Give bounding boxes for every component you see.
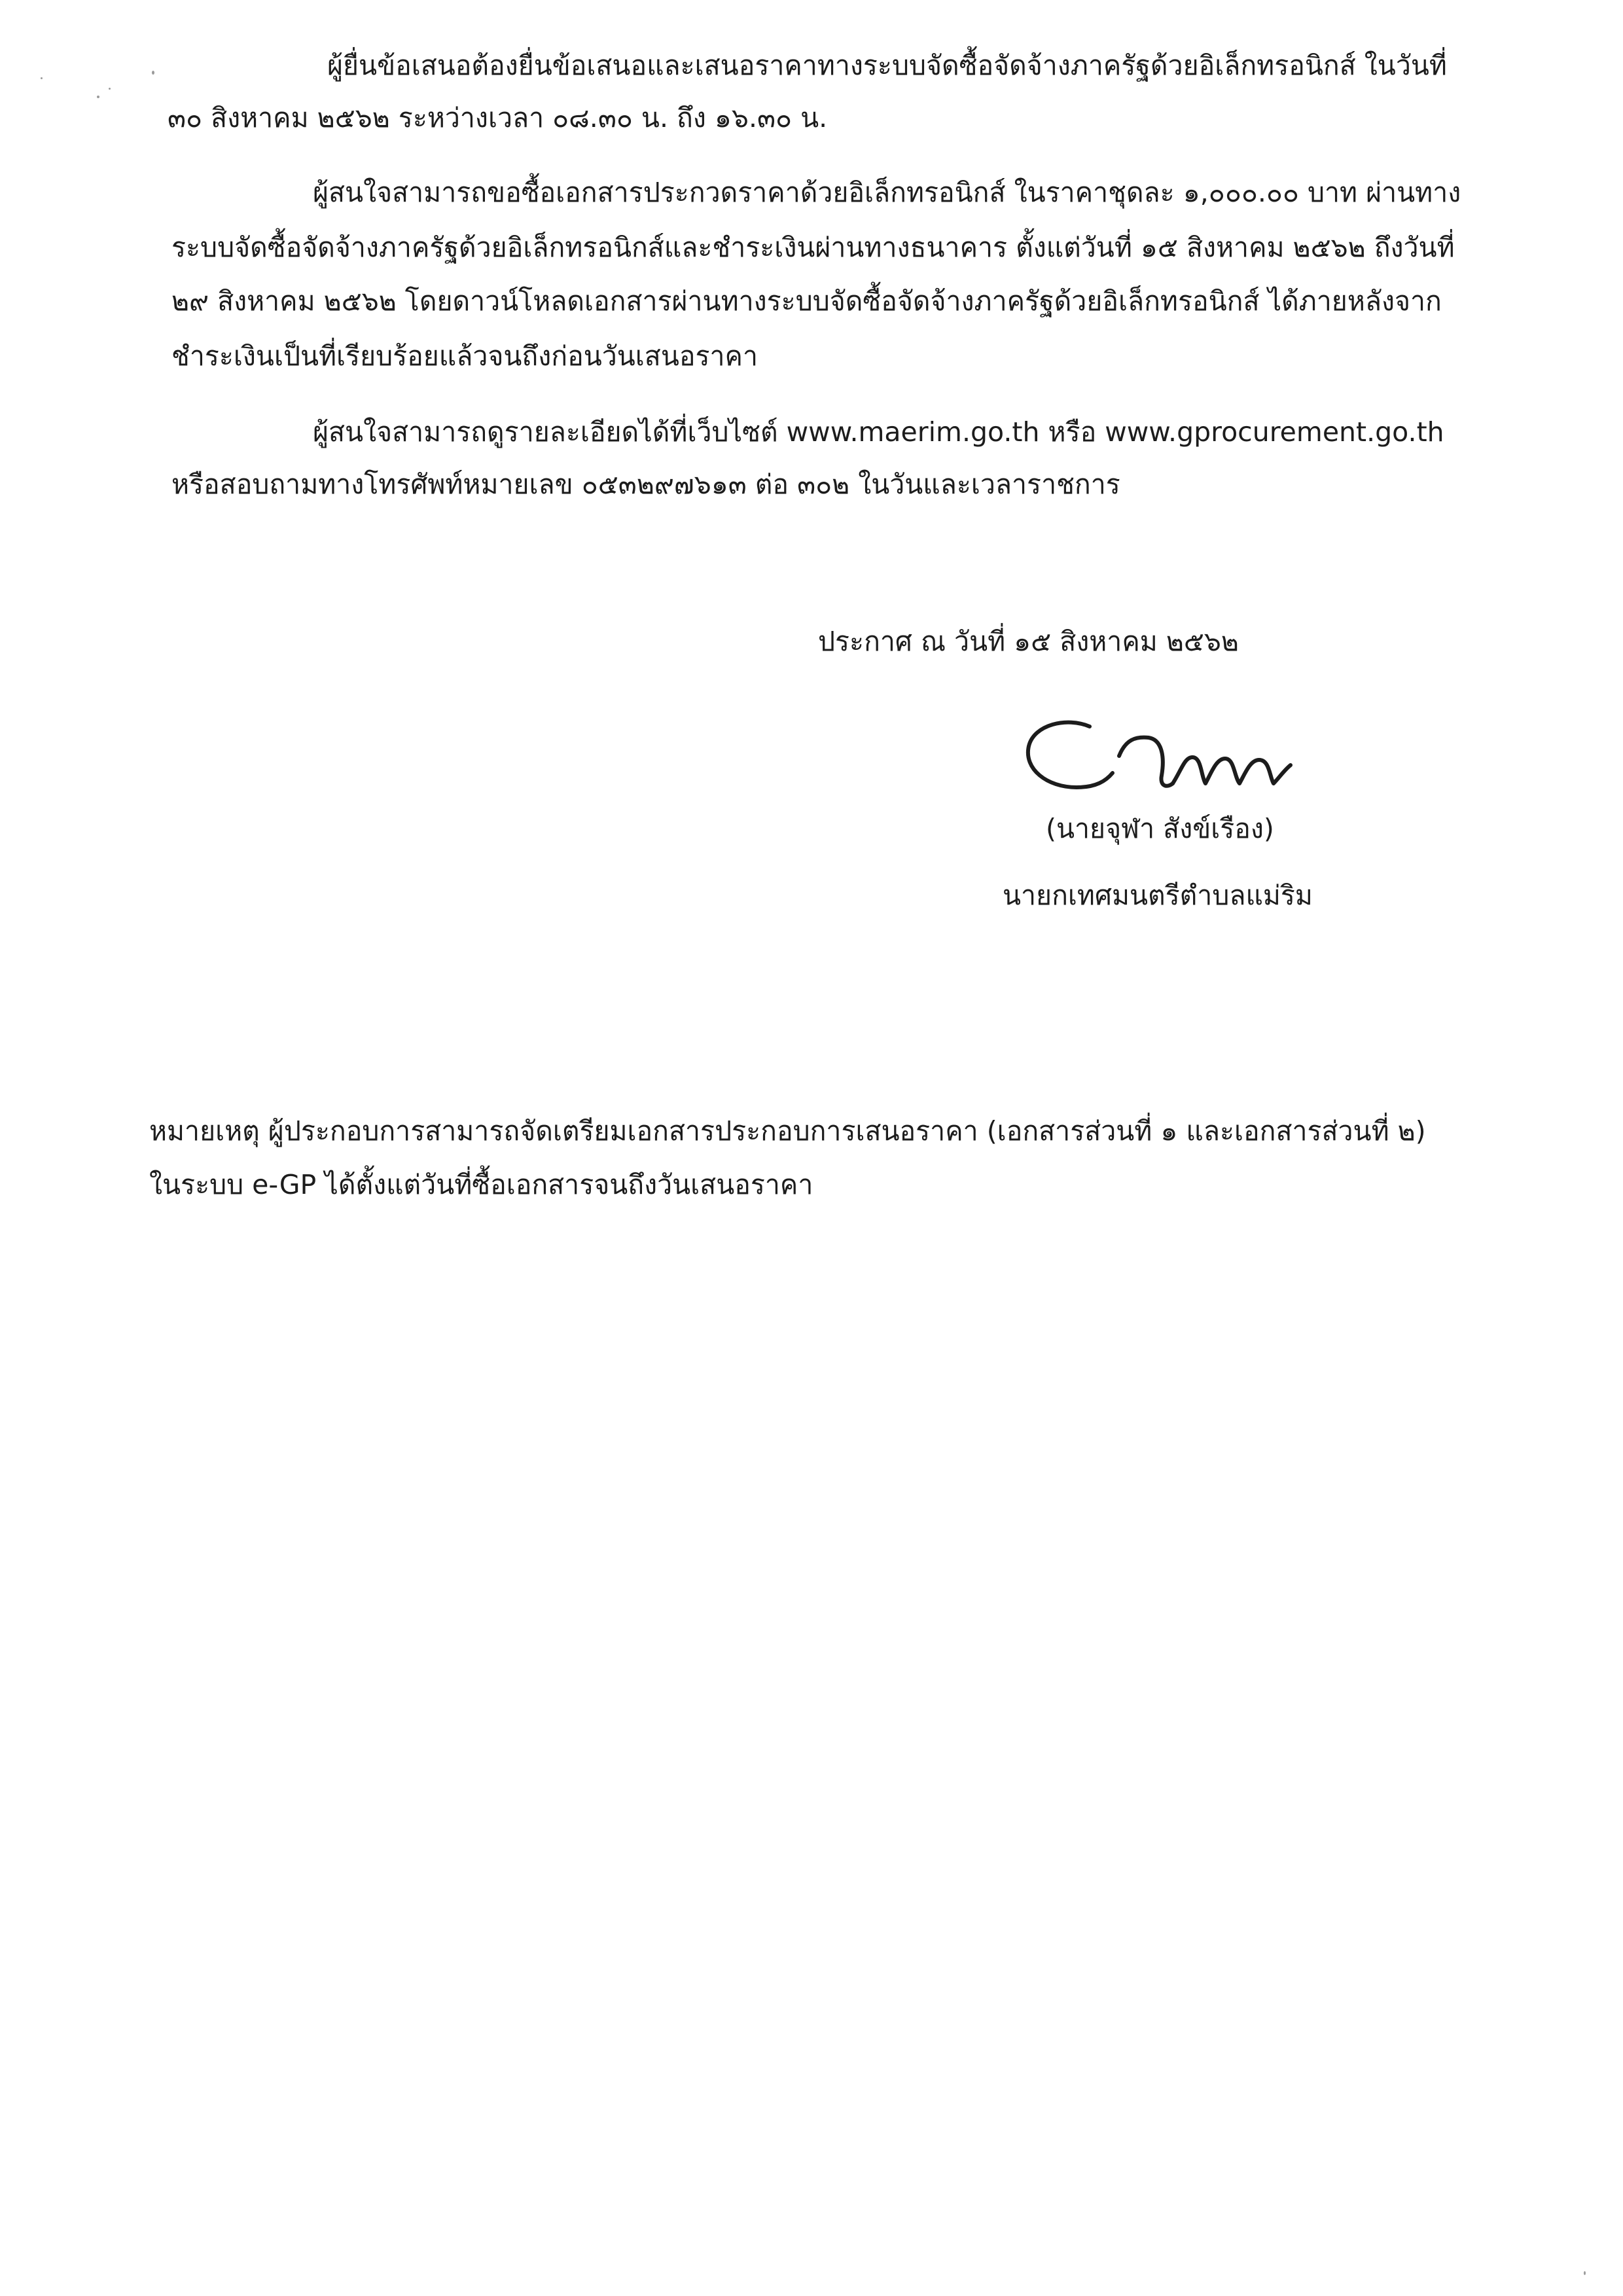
scan-speck (97, 96, 99, 98)
paragraph-1-line-1: ผู้ยื่นข้อเสนอต้องยื่นข้อเสนอและเสนอราคาทางระบบจัดซื้อจัดจ้างภาครัฐด้วยอิเล็กทรอนิกส์ ในวันที่ (327, 50, 1447, 81)
paragraph-2-line-3: ๒๙ สิงหาคม ๒๕๖๒ โดยดาวน์โหลดเอกสารผ่านทางระบบจัดซื้อจัดจ้างภาครัฐด้วยอิเล็กทรอนิกส์ ได้ภายหลังจาก (171, 285, 1442, 317)
scan-speck (41, 77, 43, 79)
paragraph-3-line-2: หรือสอบถามทางโทรศัพท์หมายเลข ๐๕๓๒๙๗๖๑๓ ต่อ ๓๐๒ ในวันและเวลาราชการ (171, 469, 1120, 500)
paragraph-3-line-1: ผู้สนใจสามารถดูรายละเอียดได้ที่เว็บไซต์ www.maerim.go.th หรือ www.gprocurement.go.th (313, 416, 1444, 448)
paragraph-2-line-4: ชำระเงินเป็นที่เรียบร้อยแล้วจนถึงก่อนวันเสนอราคา (171, 340, 758, 372)
scan-speck (1584, 2271, 1586, 2275)
signer-name: (นายจุฬา สังข์เรือง) (1046, 813, 1274, 844)
signer-position: นายกเทศมนตรีตำบลแม่ริม (1003, 880, 1313, 911)
note-line-2: ในระบบ e-GP ได้ตั้งแต่วันที่ซื้อเอกสารจนถึงวันเสนอราคา (149, 1169, 813, 1200)
scan-speck (109, 88, 111, 90)
paragraph-2-line-2: ระบบจัดซื้อจัดจ้างภาครัฐด้วยอิเล็กทรอนิกส์และชำระเงินผ่านทางธนาคาร ตั้งแต่วันที่ ๑๕ สิงหาคม ๒๕๖๒ ถึงวันที่ (171, 232, 1455, 263)
paragraph-2-line-1: ผู้สนใจสามารถขอซื้อเอกสารประกวดราคาด้วยอิเล็กทรอนิกส์ ในราคาชุดละ ๑,๐๐๐.๐๐ บาท ผ่านทาง (313, 177, 1461, 208)
scan-speck (152, 71, 154, 75)
handwritten-signature (1021, 710, 1329, 795)
paragraph-1-line-2: ๓๐ สิงหาคม ๒๕๖๒ ระหว่างเวลา ๐๘.๓๐ น. ถึง ๑๖.๓๐ น. (168, 102, 828, 134)
note-line-1: หมายเหตุ ผู้ประกอบการสามารถจัดเตรียมเอกสารประกอบการเสนอราคา (เอกสารส่วนที่ ๑ และเอกสารส่วนที่ ๒) (149, 1115, 1426, 1147)
announcement-date: ประกาศ ณ วันที่ ๑๕ สิงหาคม ๒๕๖๒ (818, 626, 1239, 657)
